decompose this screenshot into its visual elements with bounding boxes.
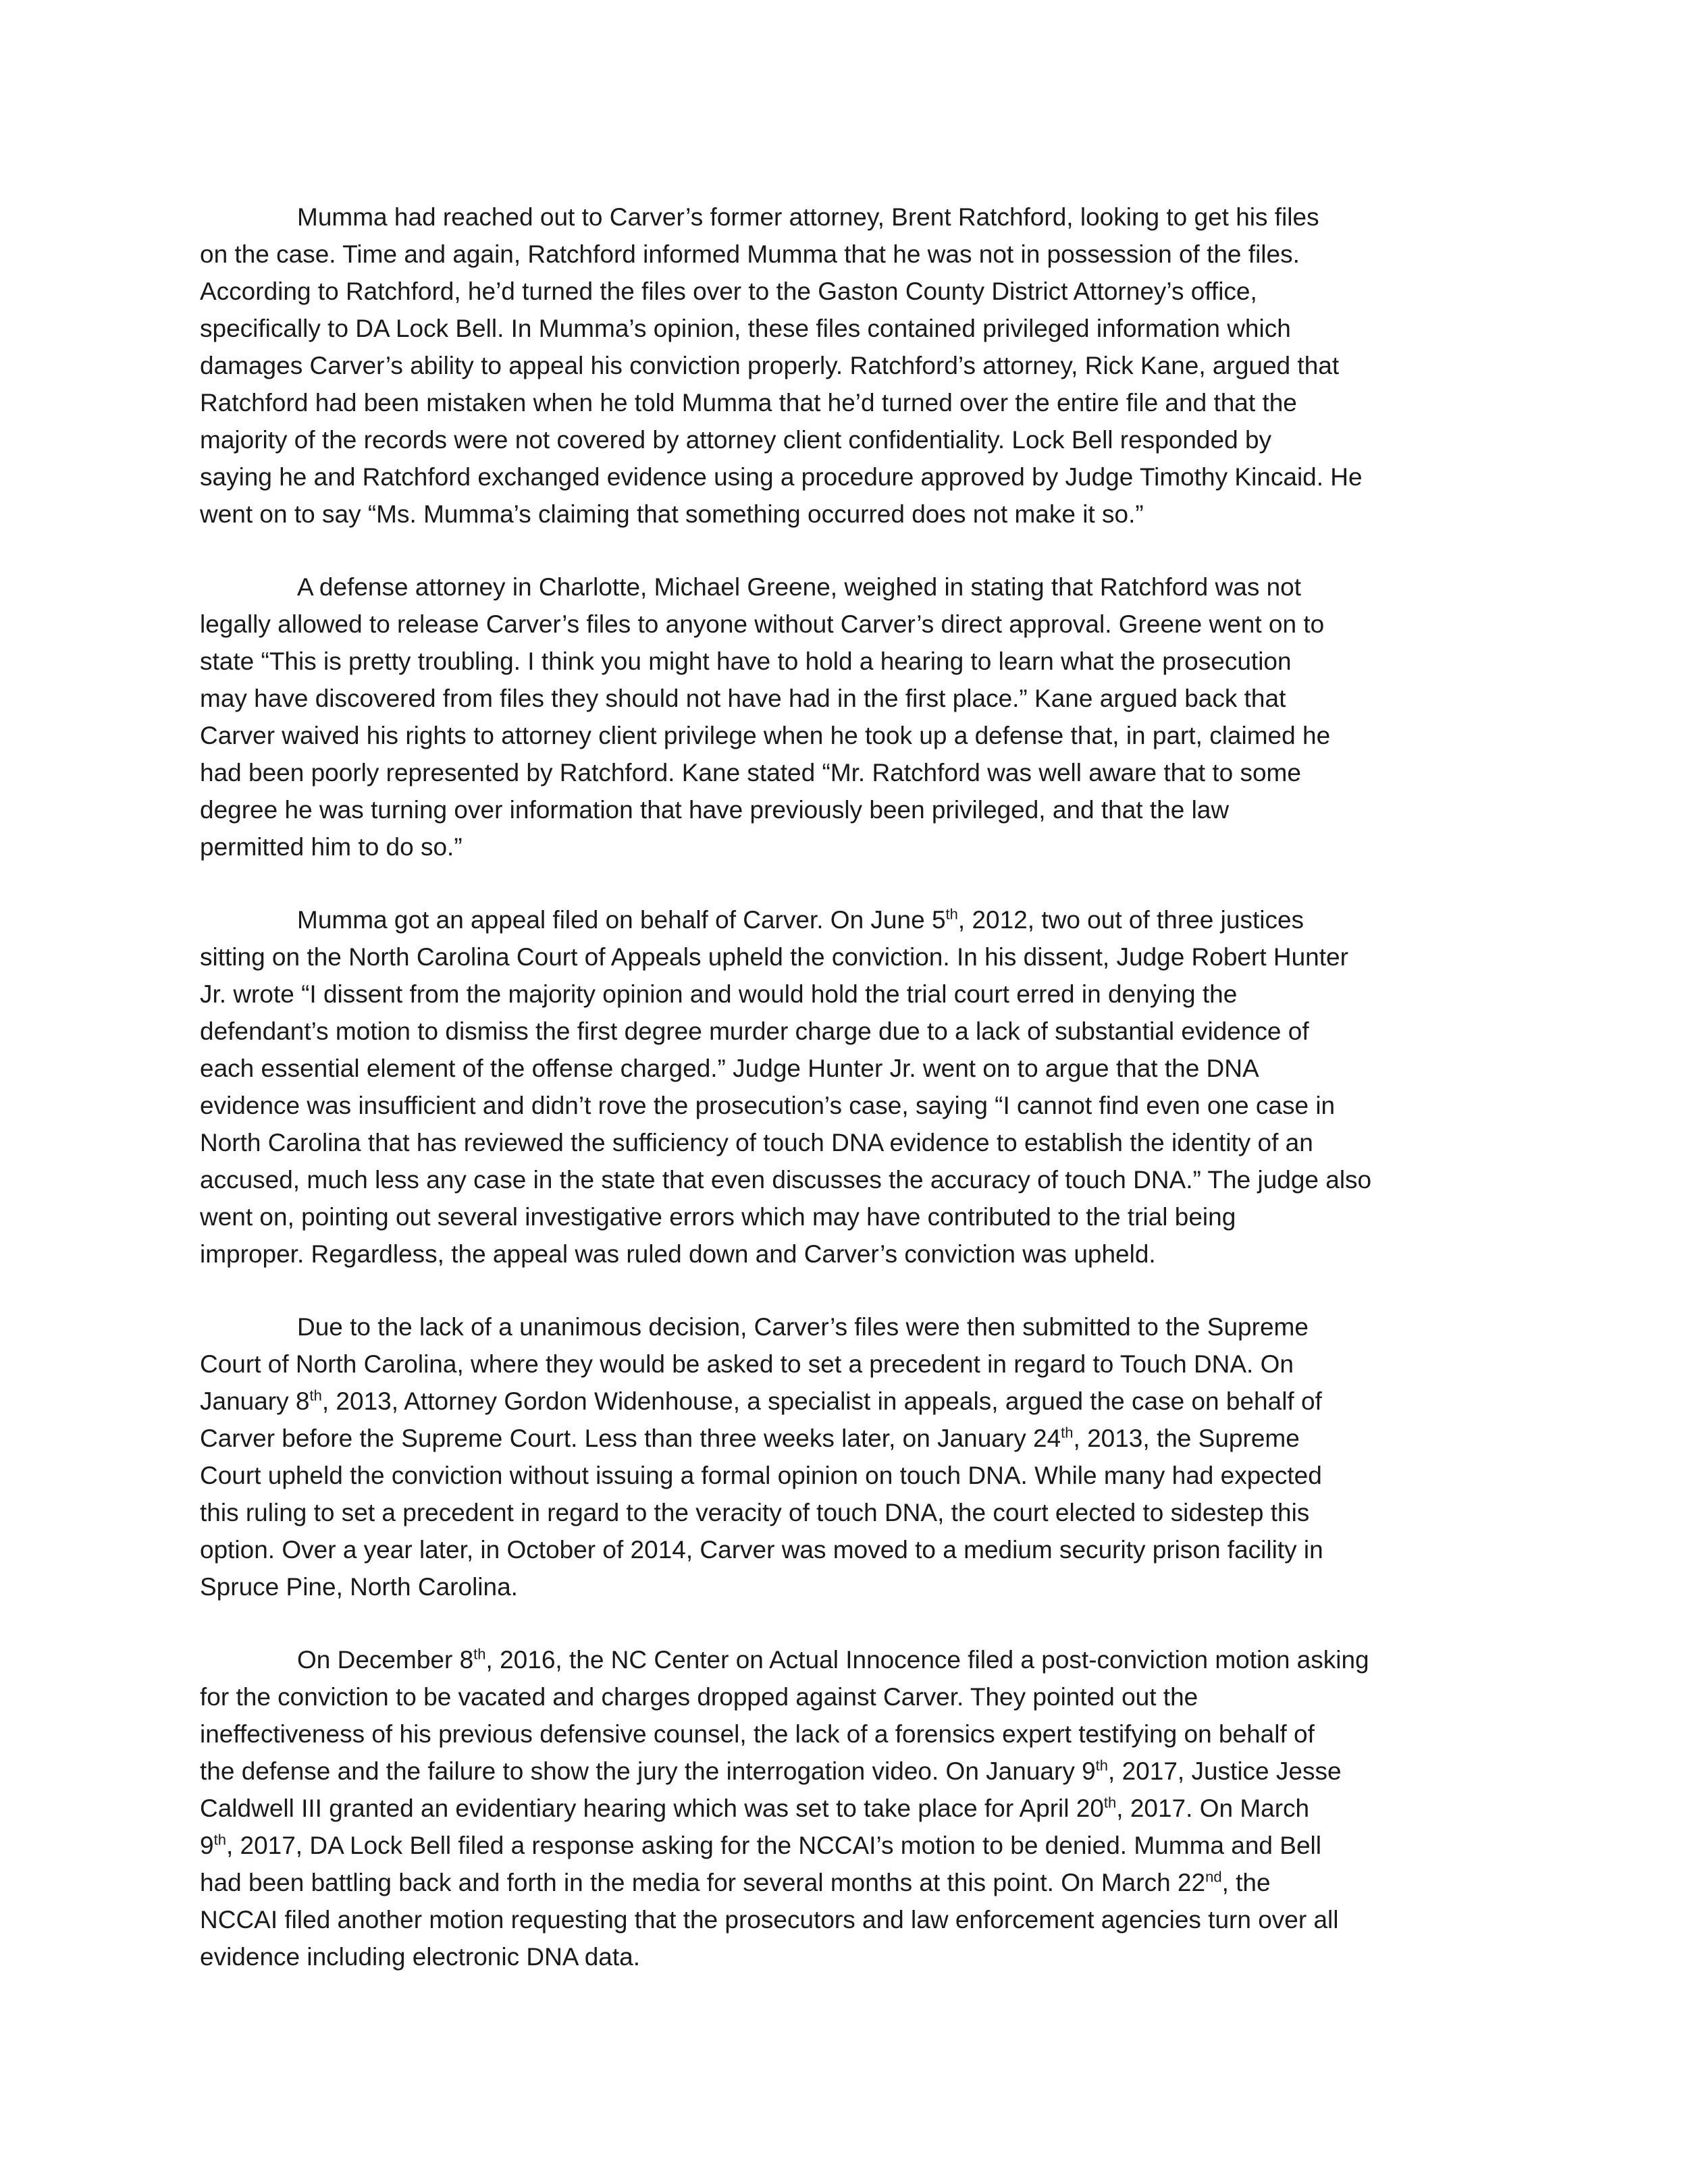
text-line: Mumma got an appeal filed on behalf of Carver. On June 5th, 2012, two out of three justices bbox=[297, 905, 1304, 934]
text-line: On December 8th, 2016, the NC Center on Actual Innocence filed a post-conviction motion asking bbox=[297, 1645, 1369, 1674]
text-line: Mumma had reached out to Carver’s former attorney, Brent Ratchford, looking to get his files bbox=[297, 203, 1319, 231]
document-page bbox=[200, 198, 1512, 1975]
paragraph-2 bbox=[200, 568, 1512, 865]
text-line: Court of North Carolina, where they would be asked to set a precedent in regard to Touch DNA. On bbox=[200, 1350, 1294, 1378]
text-line: specifically to DA Lock Bell. In Mumma’s opinion, these files contained privileged information which bbox=[200, 315, 1291, 342]
text-line: improper. Regardless, the appeal was ruled down and Carver’s conviction was upheld. bbox=[200, 1240, 1156, 1268]
text-line: this ruling to set a precedent in regard to the veracity of touch DNA, the court elected to sidestep this bbox=[200, 1499, 1310, 1526]
text-line: Caldwell III granted an evidentiary hearing which was set to take place for April 20th, 2017. On March bbox=[200, 1794, 1310, 1822]
text-line: had been poorly represented by Ratchford. Kane stated “Mr. Ratchford was well aware that to some bbox=[200, 759, 1301, 787]
text-line: went on to say “Ms. Mumma’s claiming that something occurred does not make it so.” bbox=[200, 500, 1144, 528]
text-line: on the case. Time and again, Ratchford informed Mumma that he was not in possession of the files. bbox=[200, 240, 1300, 268]
text-line: 9th, 2017, DA Lock Bell filed a response asking for the NCCAI’s motion to be denied. Mumma and Bell bbox=[200, 1831, 1321, 1859]
paragraph-3 bbox=[200, 901, 1512, 1273]
text-line: Carver before the Supreme Court. Less than three weeks later, on January 24th, 2013, the Supreme bbox=[200, 1424, 1300, 1452]
text-line: for the conviction to be vacated and charges dropped against Carver. They pointed out the bbox=[200, 1683, 1198, 1711]
text-line: majority of the records were not covered by attorney client confidentiality. Lock Bell responded by bbox=[200, 426, 1272, 454]
text-line: had been battling back and forth in the media for several months at this point. On March 22nd, the bbox=[200, 1868, 1271, 1896]
text-line: North Carolina that has reviewed the sufficiency of touch DNA evidence to establish the identity of an bbox=[200, 1129, 1313, 1156]
text-line: went on, pointing out several investigative errors which may have contributed to the trial being bbox=[200, 1203, 1236, 1231]
text-line: January 8th, 2013, Attorney Gordon Widenhouse, a specialist in appeals, argued the case on behalf of bbox=[200, 1387, 1322, 1415]
text-line: A defense attorney in Charlotte, Michael Greene, weighed in stating that Ratchford was not bbox=[297, 573, 1302, 601]
text-line: Spruce Pine, North Carolina. bbox=[200, 1573, 518, 1601]
text-line: the defense and the failure to show the jury the interrogation video. On January 9th, 2017, Justice Jesse bbox=[200, 1757, 1342, 1785]
text-line: According to Ratchford, he’d turned the files over to the Gaston County District Attorney’s office, bbox=[200, 277, 1257, 305]
text-line: legally allowed to release Carver’s files to anyone without Carver’s direct approval. Greene went on to bbox=[200, 610, 1325, 638]
text-line: evidence was insufficient and didn’t rove the prosecution’s case, saying “I cannot find even one case in bbox=[200, 1092, 1336, 1119]
paragraph-4 bbox=[200, 1308, 1512, 1605]
text-line: Jr. wrote “I dissent from the majority opinion and would hold the trial court erred in denying the bbox=[200, 980, 1238, 1008]
text-line: evidence including electronic DNA data. bbox=[200, 1943, 640, 1971]
text-line: state “This is pretty troubling. I think you might have to hold a hearing to learn what the prosecution bbox=[200, 647, 1292, 675]
text-line: Court upheld the conviction without issuing a formal opinion on touch DNA. While many had expected bbox=[200, 1462, 1322, 1489]
text-line: saying he and Ratchford exchanged evidence using a procedure approved by Judge Timothy Kincaid. He bbox=[200, 463, 1363, 491]
text-line: Carver waived his rights to attorney client privilege when he took up a defense that, in part, claimed he bbox=[200, 722, 1331, 749]
text-line: degree he was turning over information that have previously been privileged, and that the law bbox=[200, 796, 1230, 824]
text-line: damages Carver’s ability to appeal his conviction properly. Ratchford’s attorney, Rick Kane, argued that bbox=[200, 352, 1340, 379]
text-line: permitted him to do so.” bbox=[200, 833, 463, 861]
text-line: Due to the lack of a unanimous decision, Carver’s files were then submitted to the Supreme bbox=[297, 1313, 1309, 1341]
paragraph-5 bbox=[200, 1641, 1512, 1975]
text-line: Ratchford had been mistaken when he told Mumma that he’d turned over the entire file and that the bbox=[200, 389, 1297, 417]
text-line: sitting on the North Carolina Court of Appeals upheld the conviction. In his dissent, Judge Robert Hunter bbox=[200, 943, 1348, 971]
text-line: ineffectiveness of his previous defensive counsel, the lack of a forensics expert testifying on behalf of bbox=[200, 1720, 1315, 1748]
text-line: each essential element of the offense charged.” Judge Hunter Jr. went on to argue that the DNA bbox=[200, 1055, 1259, 1082]
text-line: accused, much less any case in the state that even discusses the accuracy of touch DNA.” The judge also bbox=[200, 1166, 1372, 1194]
paragraph-1 bbox=[200, 198, 1512, 533]
text-line: defendant’s motion to dismiss the first degree murder charge due to a lack of substantial evidence of bbox=[200, 1017, 1309, 1045]
text-line: NCCAI filed another motion requesting that the prosecutors and law enforcement agencies turn over all bbox=[200, 1906, 1339, 1934]
text-line: option. Over a year later, in October of 2014, Carver was moved to a medium security prison facility in bbox=[200, 1536, 1323, 1564]
text-line: may have discovered from files they should not have had in the first place.” Kane argued back that bbox=[200, 685, 1286, 712]
